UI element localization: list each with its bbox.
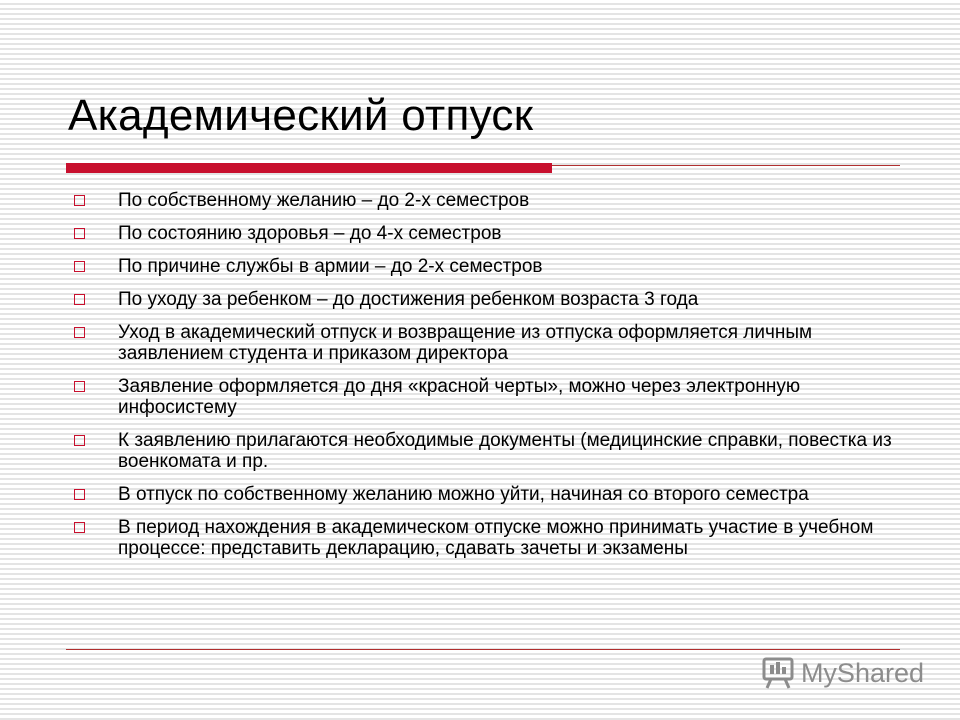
list-item [74,376,894,418]
list-item [74,256,894,277]
title-divider-line [552,165,900,166]
bullet-text: В отпуск по собственному желанию можно уйти, начиная со второго семестра [118,484,809,505]
footer-divider-line [66,649,900,650]
square-bullet-icon [74,381,85,392]
square-bullet-icon [74,228,85,239]
list-item [74,517,894,559]
square-bullet-icon [74,435,85,446]
presentation-board-icon [761,656,795,690]
slide-title: Академический отпуск [68,91,534,140]
bullet-text: Уход в академический отпуск и возвращение из отпуска оформляется личным заявлением студента и приказом директора [118,322,813,364]
title-underline-accent [66,163,552,173]
bullet-text: Заявление оформляется до дня «красной черты», можно через электронную инфосистему [118,376,801,418]
bullet-text: По собственному желанию – до 2-х семестров [118,190,530,211]
square-bullet-icon [74,489,85,500]
square-bullet-icon [74,195,85,206]
square-bullet-icon [74,327,85,338]
bullet-text: По уходу за ребенком – до достижения ребенком возраста 3 года [118,289,699,310]
bullet-text: В период нахождения в академическом отпуске можно принимать участие в учебном процессе: представить декларацию, сдавать зачеты и экзамены [118,517,874,559]
list-item [74,430,894,472]
bullet-text: По состоянию здоровья – до 4-х семестров [118,223,502,244]
square-bullet-icon [74,294,85,305]
list-item [74,289,894,310]
myshared-watermark [761,656,924,690]
list-item [74,484,894,505]
list-item [74,322,894,364]
square-bullet-icon [74,261,85,272]
watermark-text: MyShared [800,657,924,688]
bullet-text: К заявлению прилагаются необходимые документы (медицинские справки, повестка из военкомата и пр. [118,430,892,472]
bullet-text: По причине службы в армии – до 2-х семестров [118,256,543,277]
list-item [74,190,894,211]
bullet-list [74,190,894,571]
list-item [74,223,894,244]
square-bullet-icon [74,522,85,533]
